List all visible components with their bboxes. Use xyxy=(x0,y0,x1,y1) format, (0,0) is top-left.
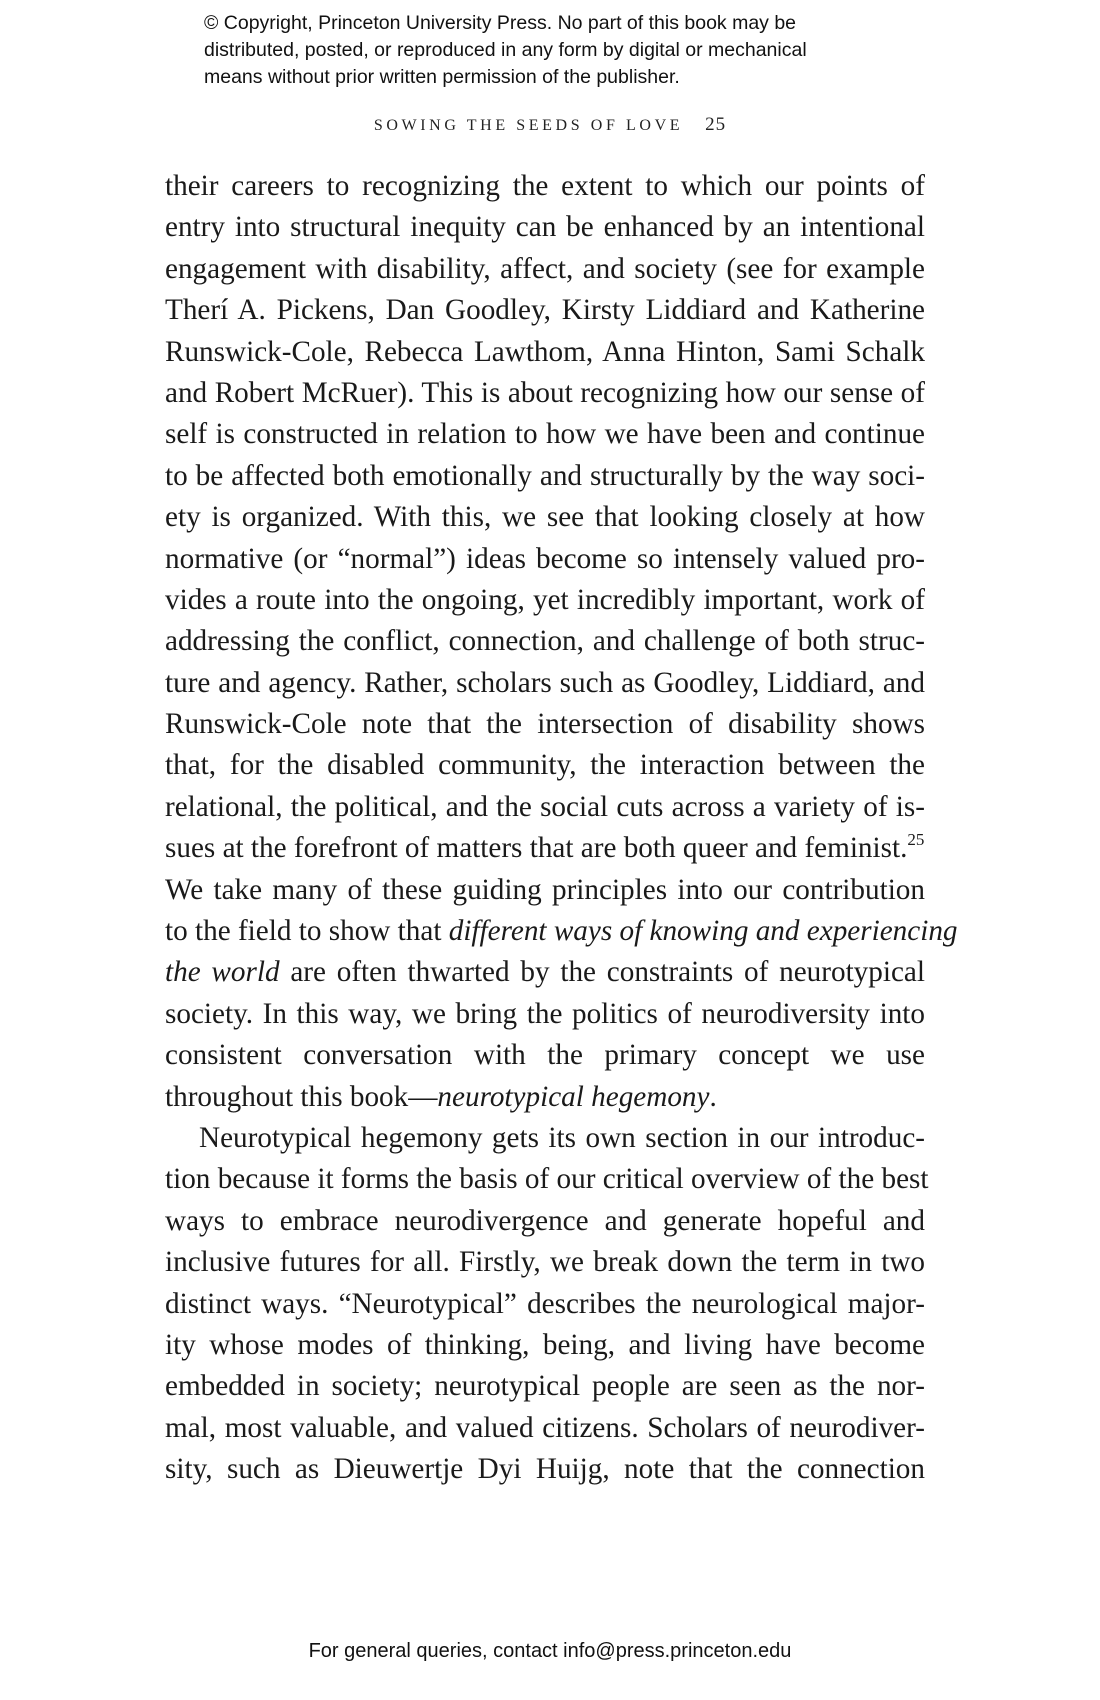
copyright-line: means without prior written permission of the publisher. xyxy=(204,66,680,88)
text-line: to be affected both emotionally and structurally by the way soci- xyxy=(165,459,925,492)
text-line: Runswick-Cole note that the intersection of disability shows xyxy=(165,708,925,741)
running-head-title: SOWING THE SEEDS OF LOVE xyxy=(373,117,684,134)
text-segment: are often thwarted by the constraints of neurotypical xyxy=(279,956,925,989)
footnote-reference[interactable]: 25 xyxy=(907,830,925,850)
text-line: society. In this way, we bring the politics of neurodiversity into xyxy=(165,997,925,1030)
copyright-notice xyxy=(204,10,964,91)
italic-phrase: different ways of knowing and experiencing xyxy=(448,915,958,948)
text-line: sity, such as Dieuwertje Dyi Huijg, note that the connection xyxy=(165,1453,925,1486)
text-line: consistent conversation with the primary concept we use xyxy=(165,1039,925,1072)
text-line: inclusive futures for all. Firstly, we break down the term in two xyxy=(165,1246,925,1279)
text-line: engagement with disability, affect, and society (see for example xyxy=(165,252,925,285)
text-segment: . xyxy=(709,1080,717,1113)
text-line: normative (or “normal”) ideas become so intensely valued pro- xyxy=(165,542,925,575)
italic-phrase: the world xyxy=(165,956,280,989)
footer-contact: For general queries, contact info@press.princeton.edu xyxy=(308,1640,792,1662)
text-line xyxy=(165,1077,925,1118)
text-line: ety is organized. With this, we see that looking closely at how xyxy=(165,501,925,534)
text-line: ity whose modes of thinking, being, and living have become xyxy=(165,1328,925,1361)
body-text xyxy=(165,166,958,1491)
text-line: that, for the disabled community, the interaction between the xyxy=(165,749,925,782)
running-head xyxy=(0,114,1100,136)
copyright-line: © Copyright, Princeton University Press. No part of this book may be xyxy=(204,12,797,34)
text-line: ways to embrace neurodivergence and generate hopeful and xyxy=(165,1204,925,1237)
text-line xyxy=(165,911,958,952)
text-line: embedded in society; neurotypical people are seen as the nor- xyxy=(165,1370,925,1403)
text-line: and Robert McRuer). This is about recognizing how our sense of xyxy=(165,376,925,409)
text-line: tion because it forms the basis of our critical overview of the best xyxy=(165,1163,929,1196)
text-line xyxy=(165,828,925,869)
text-line: vides a route into the ongoing, yet incredibly important, work of xyxy=(165,583,925,616)
text-segment: throughout this book— xyxy=(165,1080,438,1113)
text-segment: sues at the forefront of matters that are both queer and feminist. xyxy=(165,832,908,865)
text-line xyxy=(165,952,925,993)
text-line: entry into structural inequity can be enhanced by an intentional xyxy=(165,211,925,244)
text-line: Runswick-Cole, Rebecca Lawthom, Anna Hinton, Sami Schalk xyxy=(165,335,925,368)
text-line: addressing the conflict, connection, and challenge of both struc- xyxy=(165,625,925,658)
page-number: 25 xyxy=(705,114,727,135)
text-segment: to the field to show that xyxy=(165,915,449,948)
text-line: We take many of these guiding principles into our contribution xyxy=(165,873,925,906)
text-line: relational, the political, and the social cuts across a variety of is- xyxy=(165,790,925,823)
text-line: ture and agency. Rather, scholars such as Goodley, Liddiard, and xyxy=(165,666,925,699)
text-line: their careers to recognizing the extent to which our points of xyxy=(165,170,925,202)
text-line: mal, most valuable, and valued citizens. Scholars of neurodiver- xyxy=(165,1411,925,1444)
italic-phrase: neurotypical hegemony xyxy=(437,1080,710,1113)
paragraph-start-line: Neurotypical hegemony gets its own section in our introduc- xyxy=(199,1121,925,1154)
text-line: self is constructed in relation to how we have been and continue xyxy=(165,418,925,451)
copyright-line: distributed, posted, or reproduced in any form by digital or mechanical xyxy=(204,39,807,61)
text-line: distinct ways. “Neurotypical” describes the neurological major- xyxy=(165,1287,925,1320)
text-line: Therí A. Pickens, Dan Goodley, Kirsty Liddiard and Katherine xyxy=(165,294,925,327)
